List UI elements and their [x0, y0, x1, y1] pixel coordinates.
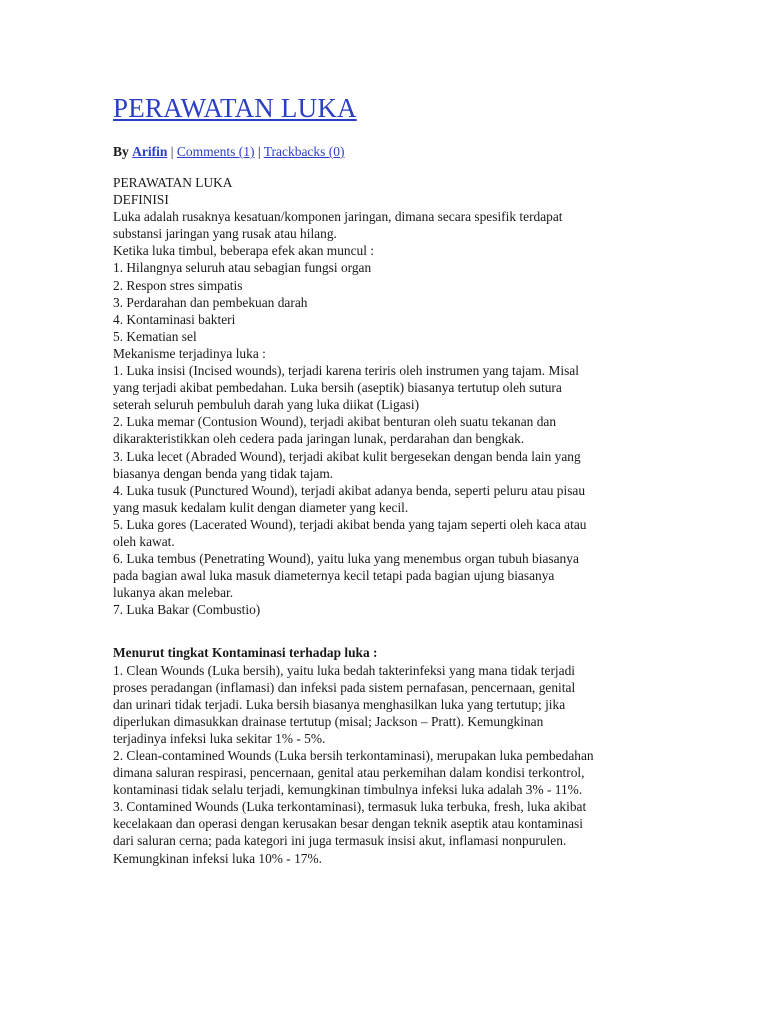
body-text-line: 4. Kontaminasi bakteri — [113, 311, 236, 327]
body-text-line: kecelakaan dan operasi dengan kerusakan besar dengan teknik aseptik atau kontaminasi — [113, 816, 583, 832]
body-text-line: 1. Clean Wounds (Luka bersih), yaitu luka bedah takterinfeksi yang mana tidak terjadi — [113, 662, 576, 678]
body-text-line: PERAWATAN LUKA — [113, 175, 233, 190]
page-title — [113, 88, 663, 128]
by-label: By — [113, 144, 129, 159]
body-text-line: Ketika luka timbul, beberapa efek akan muncul : — [113, 243, 375, 259]
body-text-line: 1. Hilangnya seluruh atau sebagian fungsi organ — [113, 260, 372, 276]
body-text-line: Kemungkinan infeksi luka 10% - 17%. — [113, 850, 322, 866]
article-body — [113, 174, 663, 867]
body-text-line: diperlukan dimasukkan drainase tertutup (misal; Jackson – Pratt). Kemungkinan — [113, 713, 544, 729]
body-text-line: substansi jaringan yang rusak atau hilang. — [113, 226, 337, 242]
body-text-line: dan urinari tidak terjadi. Luka bersih biasanya menghasilkan luka yang tertutup; jika — [113, 696, 566, 712]
body-text-line: dimana saluran respirasi, pencernaan, genital atau perkemihan dalam kondisi terkontrol, — [113, 765, 585, 781]
body-text-line: seterah seluruh pembuluh darah yang luka diikat (Ligasi) — [113, 397, 420, 413]
body-text-line: 5. Luka gores (Lacerated Wound), terjadi akibat benda yang tajam seperti oleh kaca atau — [113, 516, 587, 532]
body-block-definitions — [113, 174, 663, 618]
body-text-line: 3. Luka lecet (Abraded Wound), terjadi akibat kulit bergesekan dengan benda lain yang — [113, 448, 581, 464]
body-text-line: lukanya akan melebar. — [113, 585, 234, 601]
body-text-line: Luka adalah rusaknya kesatuan/komponen jaringan, dimana secara spesifik terdapat — [113, 209, 563, 225]
body-text-line: kontaminasi tidak selalu terjadi, kemungkinan timbulnya infeksi luka adalah 3% - 11%. — [113, 782, 583, 798]
body-text-line: 5. Kematian sel — [113, 328, 197, 344]
body-text-line: 2. Respon stres simpatis — [113, 277, 243, 293]
meta-separator: | — [170, 144, 174, 159]
body-text-line: 4. Luka tusuk (Punctured Wound), terjadi akibat adanya benda, seperti peluru atau pisau — [113, 482, 586, 498]
body-text-line: 2. Luka memar (Contusion Wound), terjadi akibat benturan oleh suatu tekanan dan — [113, 414, 557, 430]
body-text-line: dari saluran cerna; pada kategori ini juga termasuk insisi akut, inflamasi nonpurulen. — [113, 833, 567, 849]
body-text-line: proses peradangan (inflamasi) dan infeksi pada sistem pernafasan, pencernaan, genital — [113, 679, 576, 695]
body-text-line: 2. Clean-contamined Wounds (Luka bersih terkontaminasi), merupakan luka pembedahan — [113, 748, 594, 763]
body-text-line: Mekanisme terjadinya luka : — [113, 345, 266, 361]
body-text-line: DEFINISI — [113, 192, 169, 208]
body-text-line: 7. Luka Bakar (Combustio) — [113, 602, 261, 618]
body-text-line: yang masuk kedalam kulit dengan diameter yang kecil. — [113, 499, 409, 515]
section-heading-contamination: Menurut tingkat Kontaminasi terhadap luka : — [113, 645, 378, 661]
body-text-line: terjadinya infeksi luka sekitar 1% - 5%. — [113, 730, 326, 746]
body-text-line: biasanya dengan benda yang tidak tajam. — [113, 465, 334, 481]
meta-separator: | — [257, 144, 261, 159]
trackbacks-link[interactable]: Trackbacks (0) — [263, 144, 345, 159]
body-text-line: oleh kawat. — [113, 533, 175, 549]
paragraph-spacer — [113, 618, 663, 644]
body-text-line: 3. Perdarahan dan pembekuan darah — [113, 294, 308, 310]
body-text-line: yang terjadi akibat pembedahan. Luka bersih (aseptik) biasanya tertutup oleh sutura — [113, 380, 562, 396]
body-text-line: dikarakteristikkan oleh cedera pada jaringan lunak, perdarahan dan bengkak. — [113, 431, 525, 447]
comments-link[interactable]: Comments (1) — [176, 144, 255, 159]
body-text-line: pada bagian awal luka masuk diameternya kecil tetapi pada bagian ujung biasanya — [113, 568, 555, 584]
post-meta — [113, 142, 663, 162]
title-link[interactable]: PERAWATAN LUKA — [113, 93, 357, 123]
body-text-line: 3. Contamined Wounds (Luka terkontaminasi), termasuk luka terbuka, fresh, luka akibat — [113, 799, 587, 815]
body-text-line: 1. Luka insisi (Incised wounds), terjadi karena teriris oleh instrumen yang tajam. Misal — [113, 363, 579, 379]
author-link[interactable]: Arifin — [132, 144, 168, 159]
body-text-line: 6. Luka tembus (Penetrating Wound), yaitu luka yang menembus organ tubuh biasanya — [113, 551, 579, 567]
article — [113, 88, 663, 867]
body-block-contamination — [113, 662, 663, 867]
